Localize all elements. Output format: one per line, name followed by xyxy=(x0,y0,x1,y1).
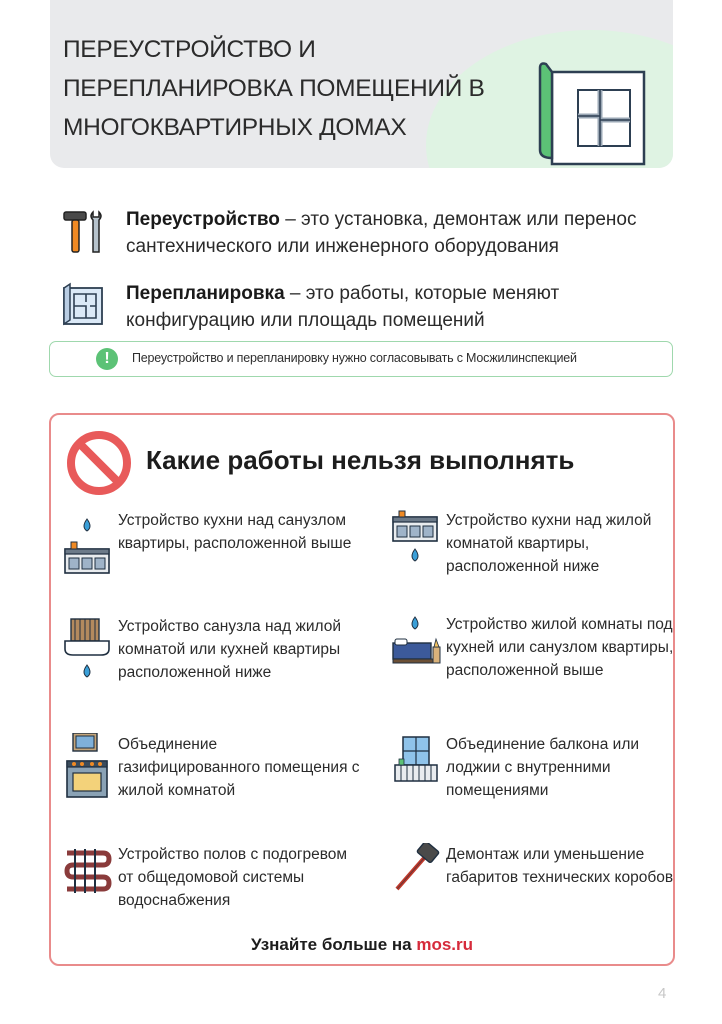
bed-icon xyxy=(391,613,441,693)
floor-plan-icon xyxy=(60,282,108,330)
definition-reconstruction xyxy=(60,206,680,264)
balcony-icon xyxy=(391,733,441,813)
prohibited-item-text: Демонтаж или уменьшение габаритов технических коробов xyxy=(446,846,674,886)
learn-more xyxy=(51,935,673,955)
definition-replanning xyxy=(60,280,680,338)
prohibited-sign-icon xyxy=(65,429,133,497)
prohibited-item-text: Объединение балкона или лоджии с внутренними помещениями xyxy=(446,736,640,799)
mos-ru-link[interactable]: mos.ru xyxy=(416,935,474,954)
prohibited-item-text: Устройство жилой комнаты под кухней или санузлом квартиры, расположенной выше xyxy=(446,616,674,679)
kitchen-water-drop-icon xyxy=(391,509,441,589)
definition-term: Перепланировка xyxy=(126,283,285,304)
definition-term: Переустройство xyxy=(126,209,280,230)
definition-text xyxy=(126,280,686,334)
prohibited-item-text: Устройство полов с подогревом от общедомовой системы водоснабжения xyxy=(118,846,348,909)
floor-plan-scroll-icon xyxy=(538,60,648,168)
sledgehammer-icon xyxy=(391,843,441,923)
kitchen-over-water-icon xyxy=(63,509,113,589)
prohibited-item-text: Устройство санузла над жилой комнатой или кухней квартиры расположенной ниже xyxy=(118,618,342,681)
definition-body: – это работы, которые меняют конфигурацию или площадь помещений xyxy=(126,283,560,331)
page-title: ПЕРЕУСТРОЙСТВО И ПЕРЕПЛАНИРОВКА ПОМЕЩЕНИЙ В МНОГОКВАРТИРНЫХ ДОМАХ xyxy=(63,36,485,141)
tools-icon xyxy=(60,208,108,256)
exclamation-icon: ! xyxy=(96,348,118,370)
prohibited-item-text: Устройство кухни над жилой комнатой квартиры, расположенной ниже xyxy=(446,512,652,575)
notice-text: Переустройство и перепланировку нужно согласовывать с Мосжилинспекцией xyxy=(132,351,577,365)
learn-more-prefix: Узнайте больше на xyxy=(250,935,417,954)
prohibited-title: Какие работы нельзя выполнять xyxy=(146,445,575,475)
approval-notice xyxy=(49,341,673,377)
heated-floor-icon xyxy=(63,843,113,923)
definition-text xyxy=(126,206,686,260)
gas-stove-icon xyxy=(63,733,113,813)
header-banner xyxy=(50,0,673,168)
bathtub-icon xyxy=(63,615,113,695)
prohibited-item-text: Устройство кухни над санузлом квартиры, расположенной выше xyxy=(118,512,352,552)
page-number: 4 xyxy=(658,985,667,1002)
prohibited-works-panel xyxy=(49,413,675,966)
definition-body: – это установка, демонтаж или перенос сантехнического или инженерного оборудования xyxy=(126,209,637,257)
prohibited-item-text: Объединение газифицированного помещения с жилой комнатой xyxy=(118,736,360,799)
